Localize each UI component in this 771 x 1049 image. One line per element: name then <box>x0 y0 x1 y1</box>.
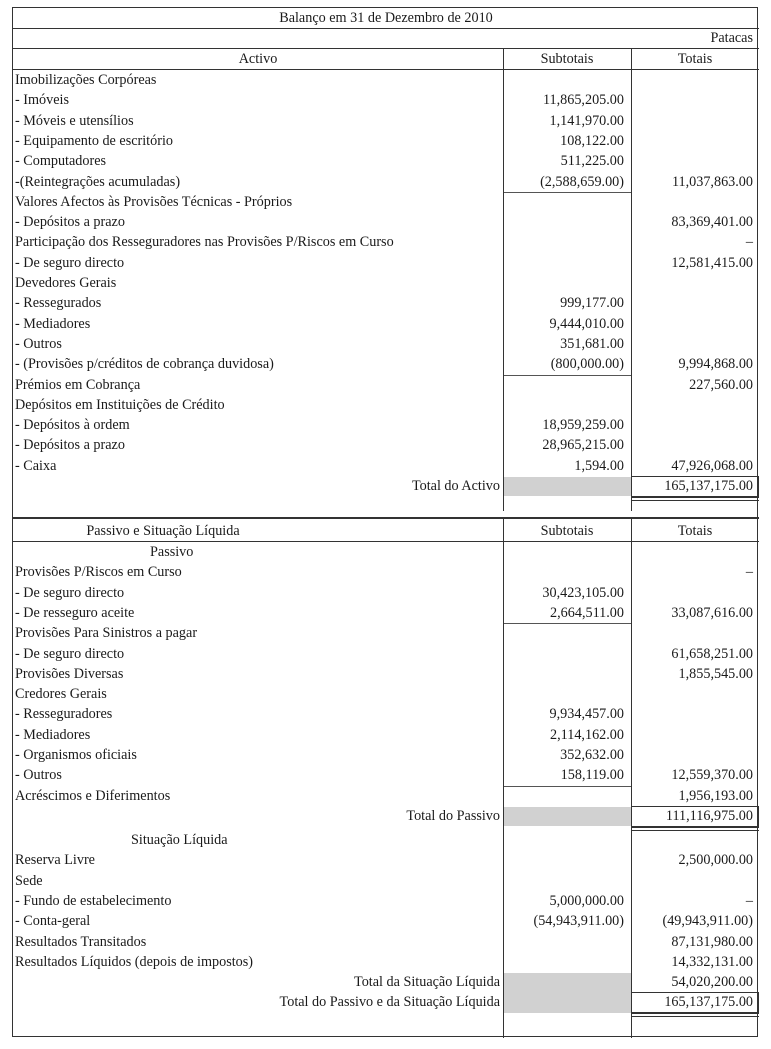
table-row: - Organismos oficiais 352,632.00 <box>15 747 624 763</box>
table-row: Resultados Transitados 87,131,980.00 <box>15 933 753 950</box>
table-row: - Mediadores 2,114,162.00 <box>15 726 624 743</box>
table-row: - Depósitos a prazo 28,965,215.00 <box>15 437 624 454</box>
table-row: - Caixa 1,594.00 47,926,068.00 <box>15 457 753 474</box>
table-row: Resultados Líquidos (depois de impostos) 14,332,131.00 <box>15 953 753 970</box>
section-divider <box>13 518 759 520</box>
total-equity-label: Total da Situação Líquida <box>354 974 500 991</box>
table-row: Participação dos Resseguradores nas Provisões P/Riscos em Curso – <box>15 234 753 251</box>
double-underline <box>631 1013 759 1017</box>
passivo-subheading-row <box>13 542 759 562</box>
assets-header: Activo <box>238 51 278 67</box>
total-liabilities-label: Total do Passivo <box>406 808 500 824</box>
table-row: - (Provisões p/créditos de cobrança duvidosa) (800,000.00) 9,994,868.00 <box>15 356 753 373</box>
subtotals-header: Subtotais <box>540 523 594 539</box>
table-row: Depósitos em Instituições de Crédito <box>15 396 225 413</box>
table-row: - Depósitos à ordem 18,959,259.00 <box>15 417 624 434</box>
totals-header: Totais <box>677 51 713 67</box>
table-row: - Imóveis 11,865,205.00 <box>15 92 624 109</box>
table-row: Imobilizações Corpóreas <box>15 72 157 88</box>
double-underline <box>631 497 759 501</box>
total-equity-row <box>13 972 759 992</box>
total-liabilities-equity-value: 165,137,175.00 <box>664 994 753 1011</box>
table-row: Provisões P/Riscos em Curso – <box>15 564 753 581</box>
table-row: - Resseguradores 9,934,457.00 <box>15 706 624 723</box>
table-row: - De seguro directo 61,658,251.00 <box>15 645 753 662</box>
table-row: - De seguro directo 30,423,105.00 <box>15 584 624 601</box>
total-liabilities-equity-row <box>13 992 759 1012</box>
table-row: Sede <box>15 872 43 889</box>
liabilities-header: Passivo e Situação Líquida <box>86 523 240 539</box>
table-row: - De seguro directo 12,581,415.00 <box>15 254 753 271</box>
equity-subheading-row <box>13 830 759 850</box>
balance-sheet <box>12 7 758 1037</box>
total-liabilities-equity-label: Total do Passivo e da Situação Líquida <box>279 994 500 1011</box>
table-row: Acréscimos e Diferimentos 1,956,193.00 <box>15 787 753 804</box>
table-row: - Mediadores 9,444,010.00 <box>15 315 624 332</box>
passivo-subheading: Passivo <box>150 544 194 560</box>
table-row: Reserva Livre 2,500,000.00 <box>15 852 753 869</box>
subtotals-header: Subtotais <box>540 51 594 67</box>
total-liabilities-row <box>13 806 759 826</box>
table-row: - Fundo de estabelecimento 5,000,000.00 – <box>15 892 753 909</box>
table-row: - Móveis e utensílios 1,141,970.00 <box>15 112 624 129</box>
table-row: - Conta-geral (54,943,911.00) (49,943,911.00) <box>15 913 753 930</box>
equity-subheading: Situação Líquida <box>131 832 228 848</box>
table-row: Valores Afectos às Provisões Técnicas - Próprios <box>15 193 293 210</box>
table-row: - De resseguro aceite 2,664,511.00 33,087,616.00 <box>15 604 753 621</box>
divider <box>13 28 759 29</box>
table-row: - Ressegurados 999,177.00 <box>15 295 624 312</box>
table-row: Prémios em Cobrança 227,560.00 <box>15 376 753 393</box>
table-row: Devedores Gerais <box>15 275 117 291</box>
total-liabilities-value: 111,116,975.00 <box>665 808 753 824</box>
table-row: -(Reintegrações acumuladas) (2,588,659.00) 11,037,863.00 <box>15 173 753 190</box>
table-row: - Depósitos a prazo 83,369,401.00 <box>15 214 753 231</box>
table-row: Credores Gerais <box>15 686 107 703</box>
table-row: - Computadores 511,225.00 <box>15 153 624 170</box>
document-title: Balanço em 31 de Dezembro de 2010 <box>279 10 493 26</box>
totals-header: Totais <box>677 523 713 539</box>
total-equity-value: 54,020,200.00 <box>671 974 753 991</box>
total-assets-label: Total do Activo <box>411 478 500 494</box>
table-row: Provisões Diversas 1,855,545.00 <box>15 665 753 682</box>
table-row: Provisões Para Sinistros a pagar <box>15 625 198 642</box>
currency-label: Patacas <box>710 30 753 46</box>
total-assets-row <box>13 476 759 496</box>
table-row: - Outros 158,119.00 12,559,370.00 <box>15 767 753 784</box>
total-assets-value: 165,137,175.00 <box>664 478 753 494</box>
table-row: - Equipamento de escritório 108,122.00 <box>15 132 624 149</box>
table-row: - Outros 351,681.00 <box>15 335 624 352</box>
